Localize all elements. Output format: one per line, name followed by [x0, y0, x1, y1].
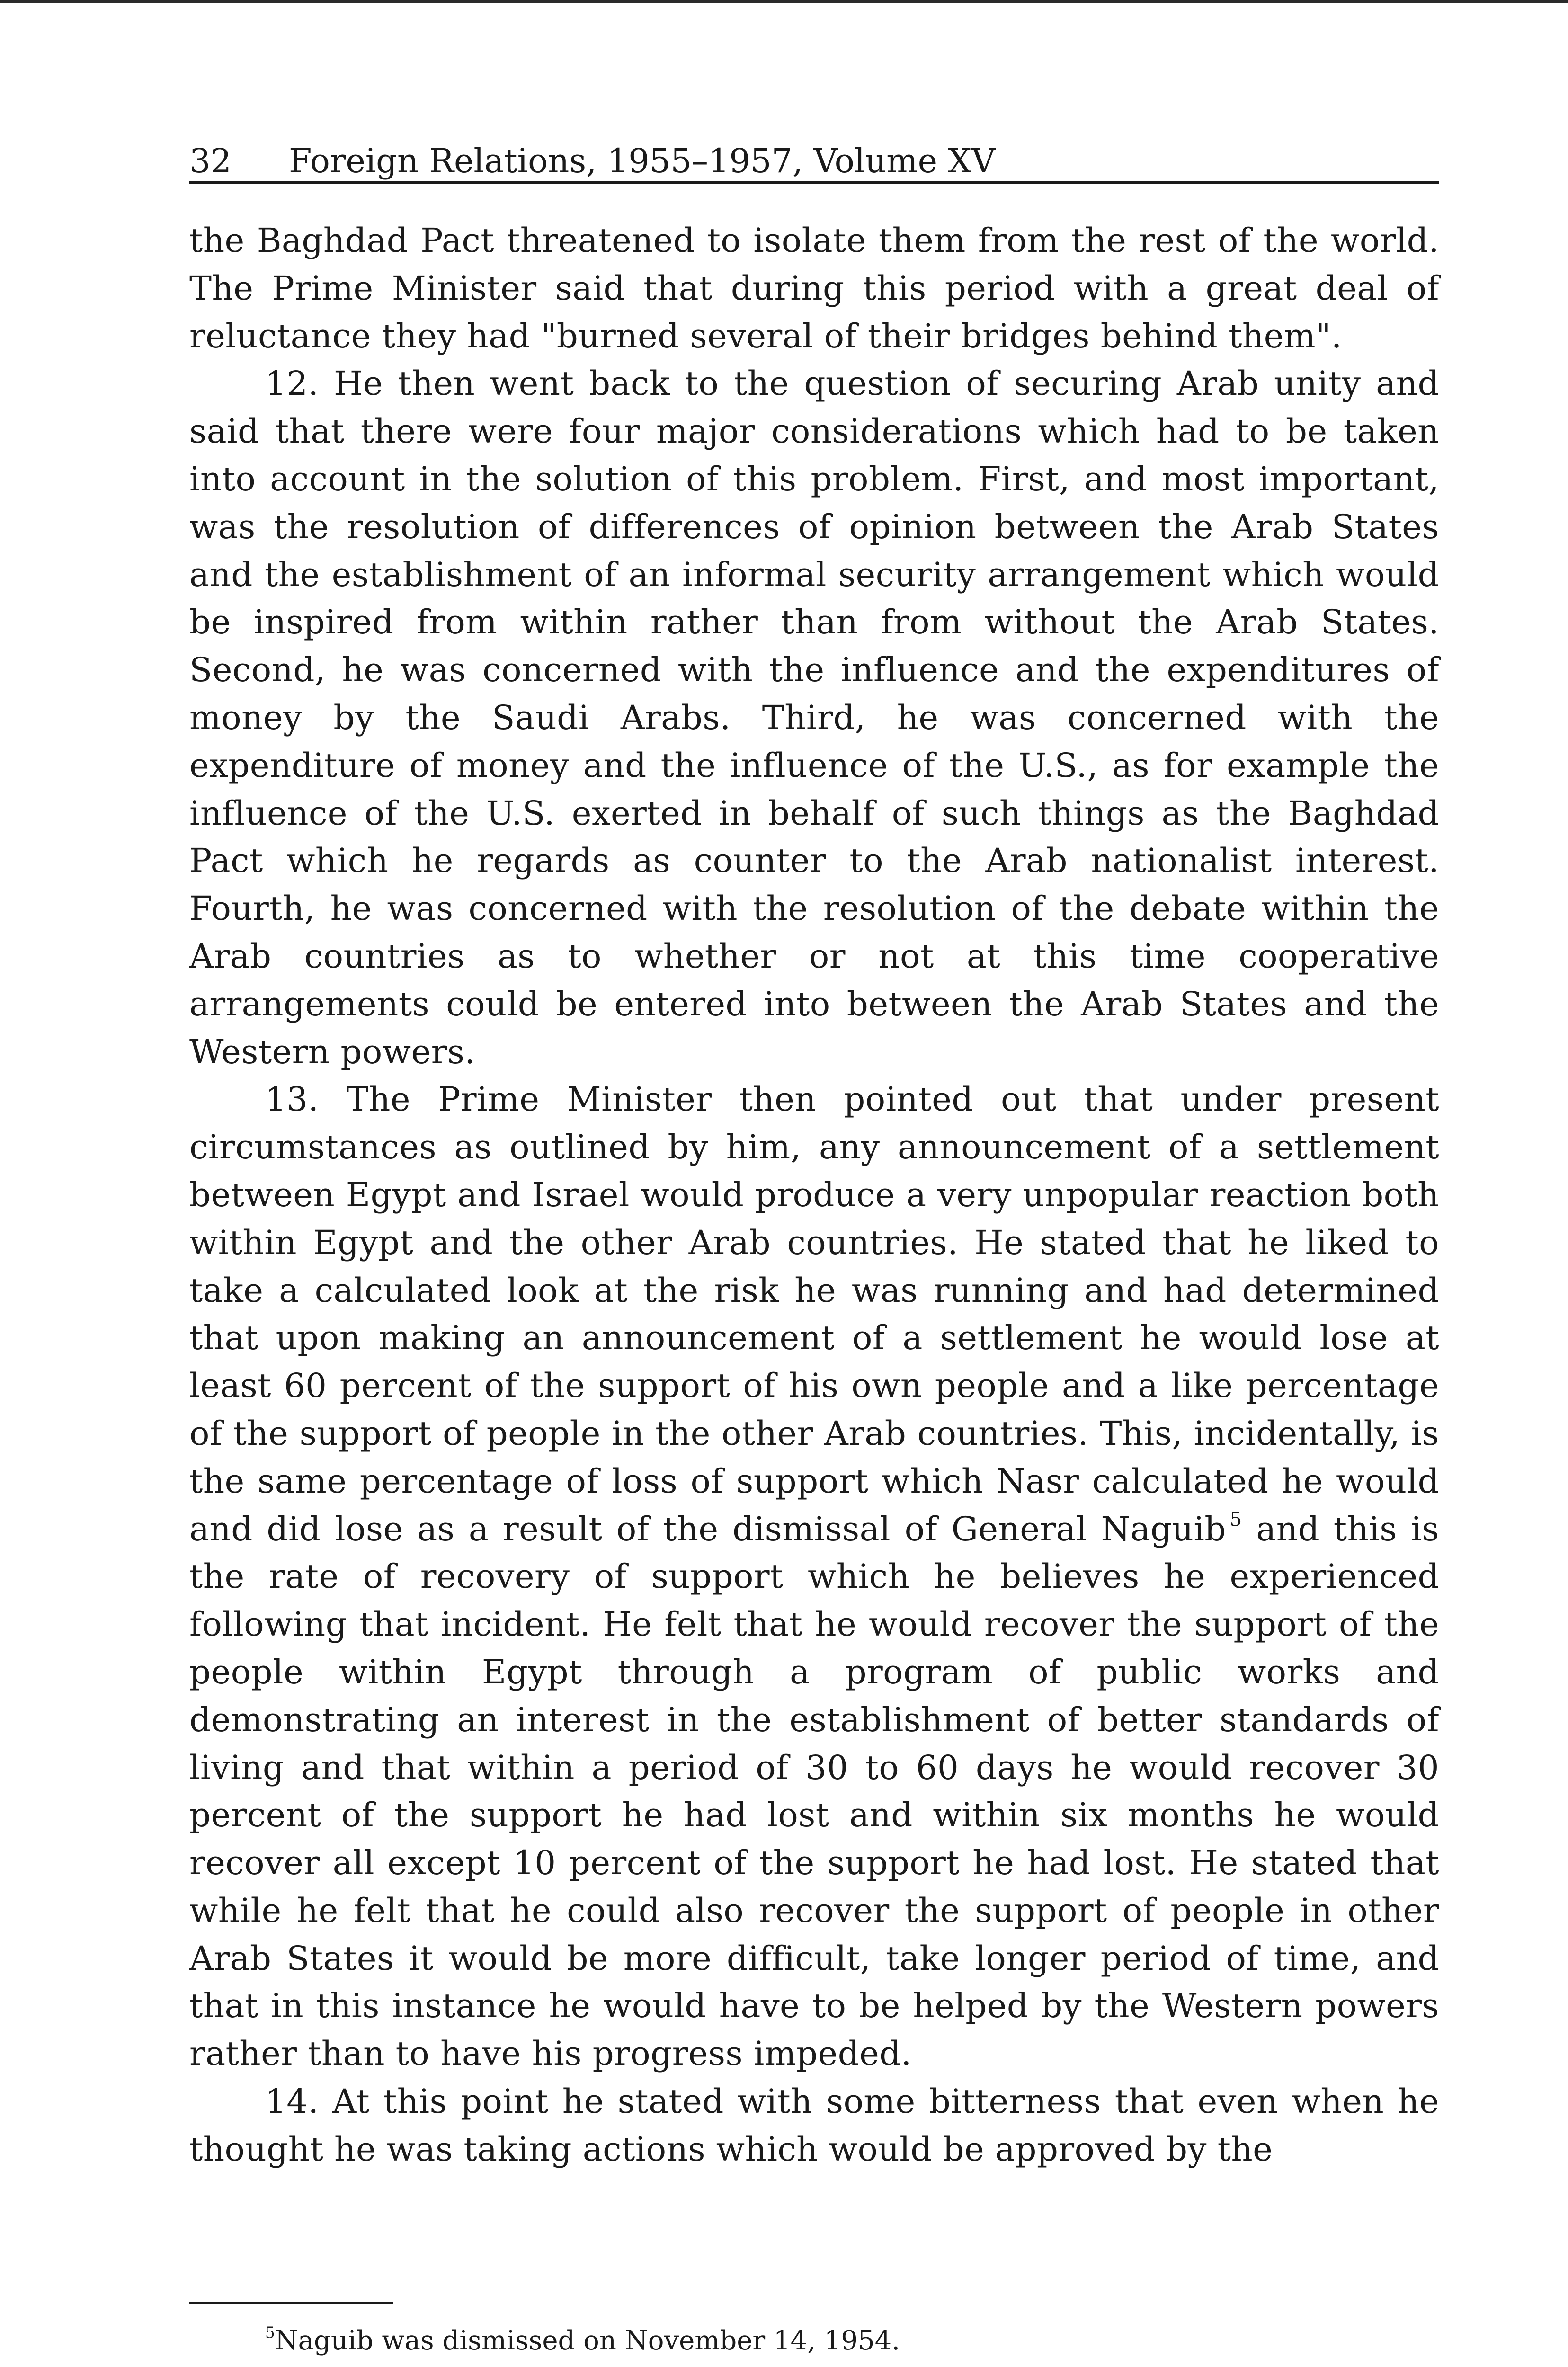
footnote-marker: 5 — [265, 2323, 275, 2342]
footnote-text: Naguib was dismissed on November 14, 1954. — [275, 2325, 900, 2356]
footnote-reference[interactable]: 5 — [1229, 1507, 1242, 1531]
paragraph-14: 14. At this point he stated with some bitterness that even when he thought he was taking actions which would be approved by the — [189, 2082, 1439, 2169]
running-header — [189, 138, 1439, 184]
body-text — [189, 217, 1439, 2173]
paragraph-continued: the Baghdad Pact threatened to isolate them from the rest of the world. The Prime Minister said that during this period with a great deal of reluctance they had "burned several of their bridges behind them". — [189, 221, 1439, 356]
footnote-divider — [189, 2302, 393, 2304]
running-title: Foreign Relations, 1955–1957, Volume XV — [289, 142, 996, 180]
page-number: 32 — [189, 142, 232, 180]
paragraph-13 — [189, 1076, 1439, 2078]
paragraph-12: 12. He then went back to the question of securing Arab unity and said that there were four major considerations which had to be taken into account in the solution of this problem. First, and most important, was the resolution of differences of opinion between the Arab States and the establishment of an informal security arrangement which would be inspired from within rather than from without the Arab States. Second, he was concerned with the influence and the expenditures of money by the Saudi Arabs. Third, he was concerned with the expenditure of money and the influence of the U.S., as for example the influence of the U.S. exerted in behalf of such things as the Baghdad Pact which he regards as counter to the Arab nationalist interest. Fourth, he was concerned with the resolution of the debate within the Arab countries as to whether or not at this time cooperative arrangements could be entered into between the Arab States and the Western powers. — [189, 364, 1439, 1071]
footnote — [265, 2322, 1401, 2360]
paragraph-13-part-a: 13. The Prime Minister then pointed out that under present circumstances as outlined by him, any announcement of a settlement between Egypt and Israel would produce a very unpopular reaction both within Egypt and the other Arab countries. He stated that he liked to take a calculated look at the risk he was running and had determined that upon making an announcement of a settlement he would lose at least 60 percent of the support of his own people and a like percentage of the support of people in the other Arab countries. This, incidentally, is the same percentage of loss of support which Nasr calculated he would and did lose as a result of the dismissal of General Naguib — [189, 1080, 1439, 1548]
top-edge-rule — [0, 0, 1568, 3]
paragraph-13-part-b: and this is the rate of recovery of support which he believes he experienced following that incident. He felt that he would recover the support of the people within Egypt through a program of public works and demonstrating an interest in the establishment of better standards of living and that within a period of 30 to 60 days he would recover 30 percent of the support he had lost and within six months he would recover all except 10 percent of the support he had lost. He stated that while he felt that he could also recover the support of people in other Arab States it would be more difficult, take longer period of time, and that in this instance he would have to be helped by the Western powers rather than to have his progress impeded. — [189, 1509, 1439, 2073]
